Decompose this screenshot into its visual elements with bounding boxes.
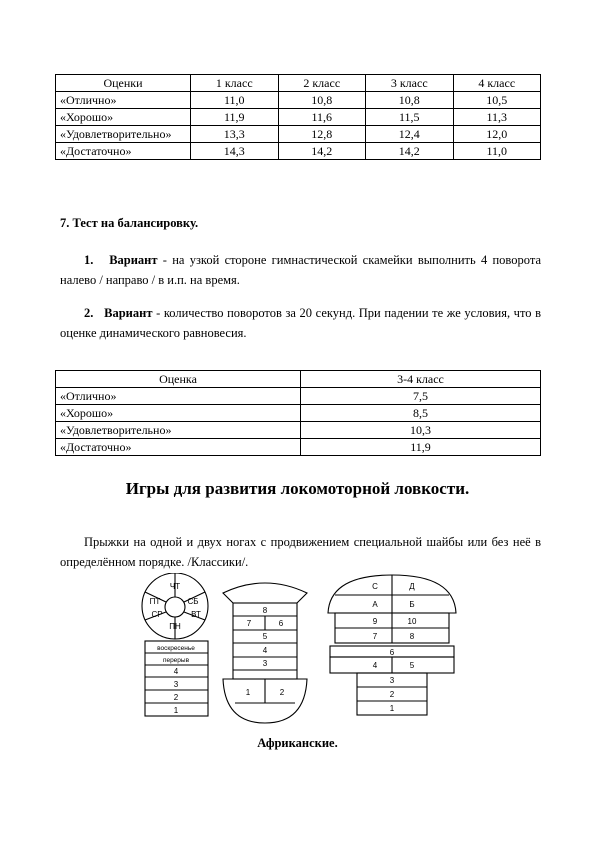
- hopscotch-right-label: 1: [389, 704, 395, 713]
- hopscotch-left-label: перерыв: [162, 657, 190, 664]
- table-cell: 7,5: [301, 388, 541, 405]
- balance-test-heading: 7. Тест на балансировку.: [60, 216, 199, 230]
- table-cell: 14,2: [366, 143, 454, 160]
- games-description-text: Прыжки на одной и двух ногах с продвижением специальной шайбы или без неё в определённом порядке. /Классики/.: [60, 535, 541, 569]
- table-cell: 8,5: [301, 405, 541, 422]
- header-cell: Оценка: [56, 371, 301, 388]
- table-cell: 11,5: [366, 109, 454, 126]
- table-cell: 14,2: [278, 143, 366, 160]
- hopscotch-middle-label: 2: [279, 688, 285, 697]
- table-row: [56, 422, 541, 439]
- hopscotch-left-label: воскресенье: [157, 645, 195, 652]
- hopscotch-middle-label: 3: [262, 659, 268, 668]
- table-cell: 11,6: [278, 109, 366, 126]
- hopscotch-right-label: 7: [372, 632, 378, 641]
- hopscotch-right-label: 2: [389, 690, 395, 699]
- variant-1-label: Вариант: [109, 253, 158, 267]
- table-cell: 11,9: [191, 109, 279, 126]
- balance-table: [55, 370, 541, 456]
- hopscotch-right-label: Б: [409, 600, 415, 609]
- table-cell: 12,8: [278, 126, 366, 143]
- variant-1-number: 1.: [84, 253, 94, 267]
- hopscotch-middle-label: 1: [245, 688, 251, 697]
- table-cell: 13,3: [191, 126, 279, 143]
- hopscotch-left-label: ПТ: [149, 597, 161, 606]
- hopscotch-right-label: 4: [372, 661, 378, 670]
- table-cell: «Достаточно»: [56, 439, 301, 456]
- games-description: [60, 532, 541, 572]
- header-cell: 4 класс: [453, 75, 541, 92]
- table-cell: 10,8: [366, 92, 454, 109]
- header-cell: 2 класс: [278, 75, 366, 92]
- header-cell: 1 класс: [191, 75, 279, 92]
- table-cell: «Достаточно»: [56, 143, 191, 160]
- table-row: [56, 143, 541, 160]
- hopscotch-left-label: СБ: [187, 597, 199, 606]
- hopscotch-right-label: 8: [409, 632, 415, 641]
- variant-2-text: - количество поворотов за 20 секунд. При падении те же условия, что в оценке динамического равновесия.: [60, 306, 541, 340]
- table-row: [56, 92, 541, 109]
- hopscotch-right-label: 6: [389, 648, 395, 657]
- table-cell: «Удовлетворительно»: [56, 422, 301, 439]
- hopscotch-left-label: ВТ: [191, 610, 201, 619]
- hopscotch-right-label: Д: [409, 582, 415, 591]
- header-cell: 3 класс: [366, 75, 454, 92]
- variant-2-paragraph: [60, 303, 541, 343]
- hopscotch-left-label: СР: [151, 610, 163, 619]
- hopscotch-left-label: 4: [173, 667, 179, 676]
- table-row: [56, 109, 541, 126]
- grades-table: [55, 74, 541, 160]
- table-cell: 11,3: [453, 109, 541, 126]
- table-row: [56, 126, 541, 143]
- hopscotch-left-label: 2: [173, 693, 179, 702]
- hopscotch-left-label: ЧТ: [169, 582, 181, 591]
- games-title: Игры для развития локомоторной ловкости.: [125, 479, 470, 498]
- table-cell: «Хорошо»: [56, 109, 191, 126]
- table-row: [56, 388, 541, 405]
- hopscotch-left-label: ПН: [169, 622, 181, 631]
- hopscotch-right-label: 10: [407, 617, 417, 626]
- header-cell: Оценки: [56, 75, 191, 92]
- table-cell: 11,0: [453, 143, 541, 160]
- table-cell: 10,3: [301, 422, 541, 439]
- hopscotch-left-label: 1: [173, 706, 179, 715]
- table-row: [56, 439, 541, 456]
- hopscotch-diagrams: [135, 573, 465, 735]
- hopscotch-right-label: 3: [389, 676, 395, 685]
- variant-2-label: Вариант: [104, 306, 153, 320]
- hopscotch-middle-label: 7: [246, 619, 252, 628]
- table-header-row: [56, 371, 541, 388]
- header-cell: 3-4 класс: [301, 371, 541, 388]
- table-cell: 11,9: [301, 439, 541, 456]
- hopscotch-right-label: С: [372, 582, 378, 591]
- table-cell: 14,3: [191, 143, 279, 160]
- hopscotch-left-label: 3: [173, 680, 179, 689]
- table-cell: «Удовлетворительно»: [56, 126, 191, 143]
- table-cell: 12,0: [453, 126, 541, 143]
- hopscotch-right-label: 9: [372, 617, 378, 626]
- hopscotch-right-label: А: [372, 600, 378, 609]
- table-header-row: [56, 75, 541, 92]
- variant-1-paragraph: [60, 250, 541, 290]
- table-row: [56, 405, 541, 422]
- hopscotch-right-label: 5: [409, 661, 415, 670]
- hopscotch-middle-label: 4: [262, 646, 268, 655]
- variant-2-number: 2.: [84, 306, 94, 320]
- table-cell: «Хорошо»: [56, 405, 301, 422]
- variant-1-text: - на узкой стороне гимнастической скамейки выполнить 4 поворота налево / направо / в и.п. на время.: [60, 253, 541, 287]
- figure-caption: Африканские.: [257, 736, 338, 750]
- hopscotch-middle-label: 8: [262, 606, 268, 615]
- table-cell: 10,5: [453, 92, 541, 109]
- table-cell: «Отлично»: [56, 388, 301, 405]
- table-cell: 12,4: [366, 126, 454, 143]
- hopscotch-middle-label: 5: [262, 632, 268, 641]
- hopscotch-middle-label: 6: [278, 619, 284, 628]
- table-cell: 11,0: [191, 92, 279, 109]
- table-cell: «Отлично»: [56, 92, 191, 109]
- table-cell: 10,8: [278, 92, 366, 109]
